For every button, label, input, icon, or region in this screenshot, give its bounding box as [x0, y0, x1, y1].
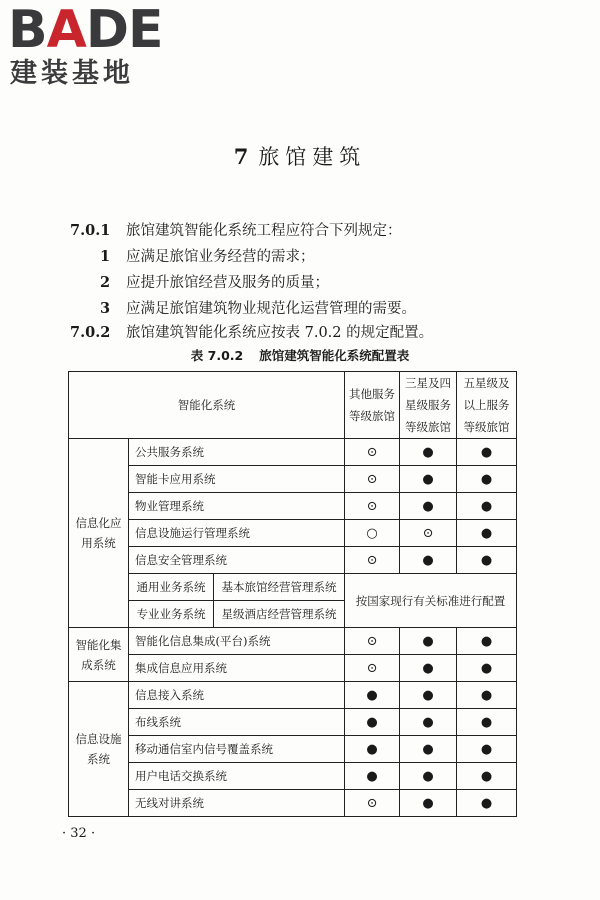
symbol-glyph: ● — [480, 742, 493, 757]
system-name: 公共服务系统 — [129, 439, 345, 466]
symbol-glyph: ● — [422, 715, 434, 730]
config-symbol — [400, 628, 457, 655]
business-system: 星级酒店经营管理系统 — [214, 601, 345, 628]
config-symbol — [400, 520, 457, 547]
config-symbol — [457, 655, 517, 682]
config-symbol — [345, 493, 400, 520]
table-caption-number: 表 7.0.2 — [190, 348, 244, 363]
header-col-3-4-star: 三星及四星级服务等级旅馆 — [400, 372, 457, 439]
symbol-glyph: ○ — [366, 526, 378, 541]
business-config-note: 按国家现行有关标准进行配置 — [345, 574, 517, 628]
logo-word-accent: A — [46, 0, 86, 60]
clause-number: 7.0.1 — [70, 222, 111, 239]
business-category: 通用业务系统 — [129, 574, 214, 601]
table-row — [69, 520, 517, 547]
system-name: 布线系统 — [129, 709, 345, 736]
config-symbol — [457, 682, 517, 709]
config-symbol — [457, 736, 517, 763]
table-row — [69, 790, 517, 817]
symbol-glyph: ● — [480, 769, 493, 784]
clause-text: 应满足旅馆建筑物业规范化运营管理的需要。 — [126, 301, 416, 317]
table-caption — [0, 346, 600, 364]
config-symbol — [345, 790, 400, 817]
symbol-glyph: ● — [480, 688, 493, 703]
symbol-glyph: ● — [480, 661, 493, 676]
business-system: 基本旅馆经营管理系统 — [214, 574, 345, 601]
symbol-glyph: ● — [422, 661, 434, 676]
clause-number: 3 — [100, 300, 111, 317]
config-symbol — [457, 709, 517, 736]
symbol-glyph: ● — [422, 499, 434, 514]
system-name: 物业管理系统 — [129, 493, 345, 520]
clause-text: 应满足旅馆业务经营的需求； — [126, 249, 315, 265]
config-symbol — [345, 520, 400, 547]
config-symbol — [457, 790, 517, 817]
system-name: 智能卡应用系统 — [129, 466, 345, 493]
table-row — [69, 628, 517, 655]
config-symbol — [400, 790, 457, 817]
config-symbol — [457, 547, 517, 574]
bade-logo — [8, 2, 178, 94]
symbol-glyph: ⊙ — [366, 445, 378, 460]
config-symbol — [400, 655, 457, 682]
chapter-number: 7 — [233, 144, 249, 169]
symbol-glyph: ● — [480, 499, 493, 514]
symbol-glyph: ● — [480, 553, 493, 568]
config-symbol — [345, 628, 400, 655]
symbol-glyph: ● — [422, 553, 434, 568]
table-header-row — [69, 372, 517, 439]
config-symbol — [400, 466, 457, 493]
clause-7-0-1 — [70, 221, 402, 241]
config-symbol — [345, 655, 400, 682]
symbol-glyph: ⊙ — [366, 661, 378, 676]
config-symbol — [345, 547, 400, 574]
system-name: 信息安全管理系统 — [129, 547, 345, 574]
clause-number: 7.0.2 — [70, 324, 111, 341]
symbol-glyph: ● — [480, 715, 493, 730]
group-label: 信息化应用系统 — [69, 439, 129, 628]
config-symbol — [345, 439, 400, 466]
symbol-glyph: ● — [422, 634, 434, 649]
table-row — [69, 466, 517, 493]
symbol-glyph: ● — [480, 445, 493, 460]
symbol-glyph: ● — [422, 796, 434, 811]
symbol-glyph: ● — [366, 688, 378, 703]
config-symbol — [400, 493, 457, 520]
symbol-glyph: ● — [422, 472, 434, 487]
clause-number: 1 — [100, 248, 111, 265]
config-symbol — [400, 736, 457, 763]
symbol-glyph: ● — [422, 769, 434, 784]
config-symbol — [345, 709, 400, 736]
table-row — [69, 655, 517, 682]
config-symbol — [457, 493, 517, 520]
config-symbol — [457, 439, 517, 466]
group-label: 信息设施系统 — [69, 682, 129, 817]
symbol-glyph: ● — [480, 526, 493, 541]
config-symbol — [457, 763, 517, 790]
chapter-title: 旅馆建筑 — [258, 145, 367, 169]
business-category: 专业业务系统 — [129, 601, 214, 628]
system-name: 无线对讲系统 — [129, 790, 345, 817]
symbol-glyph: ● — [422, 445, 434, 460]
clause-item-1 — [100, 247, 315, 267]
config-symbol — [400, 439, 457, 466]
clause-number: 2 — [100, 274, 111, 291]
symbol-glyph: ● — [366, 742, 378, 757]
clause-item-2 — [100, 273, 329, 293]
logo-wordmark — [8, 2, 163, 58]
system-name: 用户电话交换系统 — [129, 763, 345, 790]
table-caption-title: 旅馆建筑智能化系统配置表 — [259, 348, 410, 363]
header-col-5-star: 五星级及以上服务等级旅馆 — [457, 372, 517, 439]
config-symbol — [400, 709, 457, 736]
symbol-glyph: ⊙ — [366, 472, 378, 487]
config-symbol — [400, 763, 457, 790]
symbol-glyph: ⊙ — [422, 526, 434, 541]
configuration-table — [68, 371, 517, 817]
clause-text: 旅馆建筑智能化系统工程应符合下列规定： — [126, 223, 402, 239]
clause-7-0-2 — [70, 323, 433, 343]
symbol-glyph: ⊙ — [366, 499, 378, 514]
table-row — [69, 709, 517, 736]
clause-item-3 — [100, 299, 416, 319]
symbol-glyph: ⊙ — [366, 796, 378, 811]
config-symbol — [345, 736, 400, 763]
system-name: 信息接入系统 — [129, 682, 345, 709]
system-name: 信息设施运行管理系统 — [129, 520, 345, 547]
clause-text: 应提升旅馆经营及服务的质量； — [126, 275, 329, 291]
system-name: 移动通信室内信号覆盖系统 — [129, 736, 345, 763]
config-symbol — [345, 682, 400, 709]
page-number: · 32 · — [62, 826, 96, 841]
header-system: 智能化系统 — [69, 372, 345, 439]
symbol-glyph: ⊙ — [366, 553, 378, 568]
system-name: 集成信息应用系统 — [129, 655, 345, 682]
table-row — [69, 493, 517, 520]
table-row-business — [69, 574, 517, 601]
config-symbol — [345, 763, 400, 790]
config-symbol — [400, 547, 457, 574]
config-symbol — [457, 520, 517, 547]
symbol-glyph: ● — [480, 634, 493, 649]
symbol-glyph: ● — [480, 796, 493, 811]
chapter-heading — [0, 142, 600, 172]
config-symbol — [400, 682, 457, 709]
group-label: 智能化集成系统 — [69, 628, 129, 682]
table-row — [69, 682, 517, 709]
config-symbol — [457, 628, 517, 655]
symbol-glyph: ● — [366, 715, 378, 730]
symbol-glyph: ● — [366, 769, 378, 784]
system-name: 智能化信息集成(平台)系统 — [129, 628, 345, 655]
header-col-other: 其他服务等级旅馆 — [345, 372, 400, 439]
logo-word-prefix: B — [8, 0, 47, 60]
config-symbol — [457, 466, 517, 493]
table-row — [69, 763, 517, 790]
config-symbol — [345, 466, 400, 493]
table-row — [69, 736, 517, 763]
table-row — [69, 547, 517, 574]
table-row — [69, 439, 517, 466]
symbol-glyph: ⊙ — [366, 634, 378, 649]
logo-subtitle: 建装基地 — [10, 58, 134, 89]
clause-text: 旅馆建筑智能化系统应按表 7.0.2 的规定配置。 — [126, 325, 434, 341]
symbol-glyph: ● — [480, 472, 493, 487]
symbol-glyph: ● — [422, 688, 434, 703]
symbol-glyph: ● — [422, 742, 434, 757]
logo-word-suffix: DE — [85, 0, 163, 60]
